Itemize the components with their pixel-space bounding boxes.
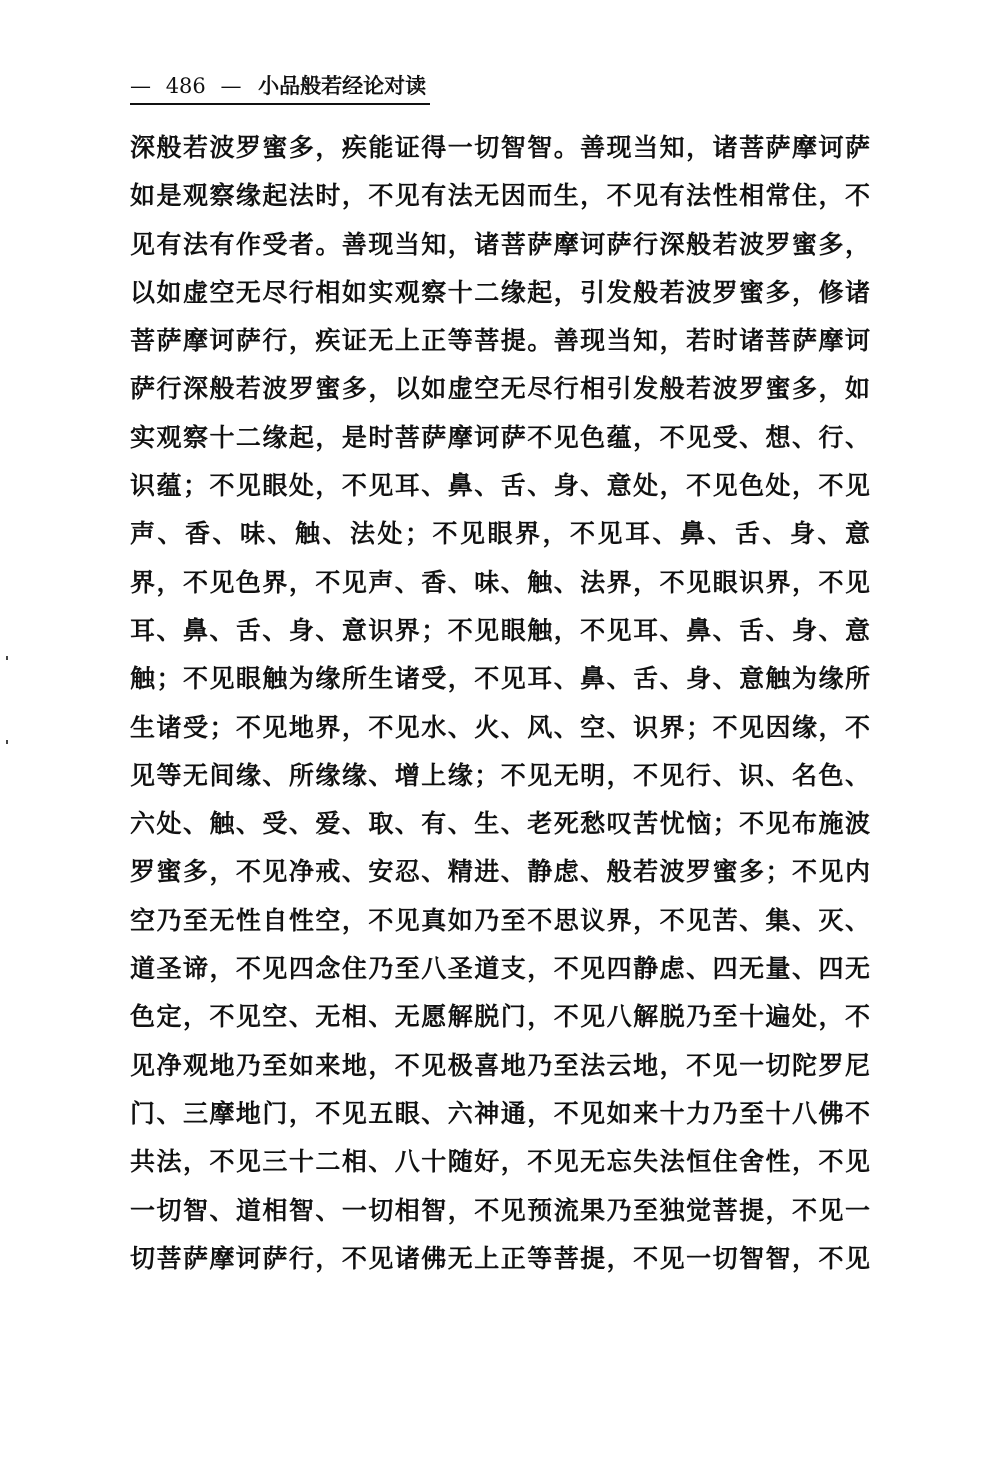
text-line: 空乃至无性自性空，不见真如乃至不思议界，不见苦、集、灭、 — [130, 905, 870, 935]
header-dash-left: — — [130, 74, 151, 98]
text-line: 耳、鼻、舌、身、意识界；不见眼触，不见耳、鼻、舌、身、意 — [130, 615, 870, 645]
text-line: 罗蜜多，不见净戒、安忍、精进、静虑、般若波罗蜜多；不见内 — [130, 857, 870, 887]
text-line: 萨行深般若波罗蜜多，以如虚空无尽行相引发般若波罗蜜多，如 — [130, 374, 870, 404]
text-line: 切菩萨摩诃萨行，不见诸佛无上正等菩提，不见一切智智，不见 — [130, 1243, 870, 1273]
text-line: 界，不见色界，不见声、香、味、触、法界，不见眼识界，不见 — [130, 567, 870, 597]
running-header — [130, 68, 870, 104]
text-line: 六处、触、受、爱、取、有、生、老死愁叹苦忧恼；不见布施波 — [130, 809, 870, 839]
text-line: 见等无间缘、所缘缘、增上缘；不见无明，不见行、识、名色、 — [130, 760, 870, 790]
text-line: 见有法有作受者。善现当知，诸菩萨摩诃萨行深般若波罗蜜多， — [130, 229, 870, 259]
header-dash-right: — — [220, 74, 242, 98]
text-line: 色定，不见空、无相、无愿解脱门，不见八解脱乃至十遍处，不 — [130, 1002, 870, 1032]
text-line: 以如虚空无尽行相如实观察十二缘起，引发般若波罗蜜多，修诸 — [130, 277, 870, 307]
text-line: 生诸受；不见地界，不见水、火、风、空、识界；不见因缘，不 — [130, 712, 870, 742]
page-number: 486 — [165, 74, 206, 98]
scan-speck — [6, 656, 8, 660]
text-line: 深般若波罗蜜多，疾能证得一切智智。善现当知，诸菩萨摩诃萨 — [130, 133, 870, 162]
header-rule — [130, 103, 430, 105]
text-line: 共法，不见三十二相、八十随好，不见无忘失法恒住舍性，不见 — [130, 1147, 870, 1177]
text-line: 声、香、味、触、法处；不见眼界，不见耳、鼻、舌、身、意 — [130, 519, 870, 549]
text-line: 触；不见眼触为缘所生诸受，不见耳、鼻、舌、身、意触为缘所 — [130, 664, 870, 694]
book-title: 小品般若经论对读 — [258, 73, 427, 98]
scan-speck — [6, 740, 8, 744]
text-line: 道圣谛，不见四念住乃至八圣道支，不见四静虑、四无量、四无 — [130, 954, 870, 984]
text-line: 识蕴；不见眼处，不见耳、鼻、舌、身、意处，不见色处，不见 — [130, 471, 870, 501]
text-line: 门、三摩地门，不见五眼、六神通，不见如来十力乃至十八佛不 — [130, 1098, 870, 1128]
text-line: 如是观察缘起法时，不见有法无因而生，不见有法性相常住，不 — [130, 181, 870, 211]
text-line: 实观察十二缘起，是时菩萨摩诃萨不见色蕴，不见受、想、行、 — [130, 422, 870, 452]
text-line: 见净观地乃至如来地，不见极喜地乃至法云地，不见一切陀罗尼 — [130, 1050, 870, 1080]
body-text — [130, 124, 870, 1283]
text-line: 一切智、道相智、一切相智，不见预流果乃至独觉菩提，不见一 — [130, 1195, 870, 1225]
text-line: 菩萨摩诃萨行，疾证无上正等菩提。善现当知，若时诸菩萨摩诃 — [130, 326, 870, 356]
